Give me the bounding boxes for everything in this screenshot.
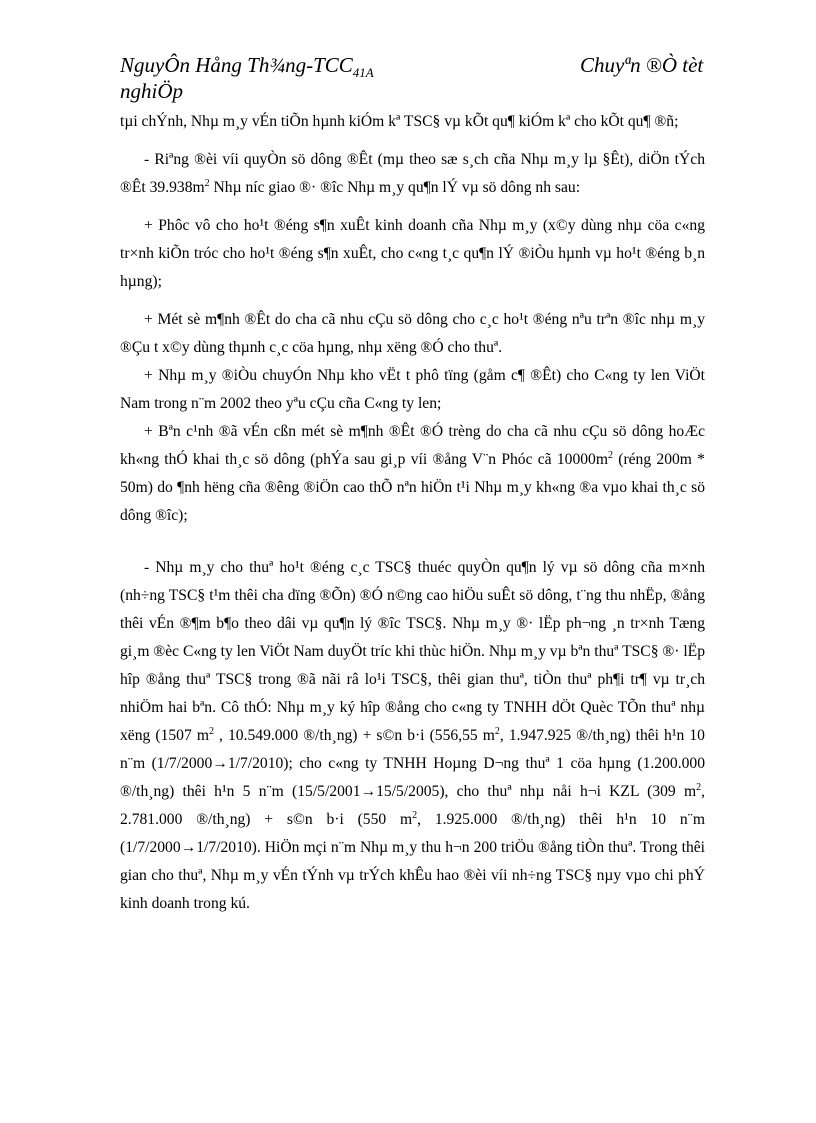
header-topic-continued: nghiÖp <box>120 79 183 103</box>
paragraph-2: - Riªng ®èi víi quyÒn sö dông ®Êt (mµ theo sæ s¸ch cña Nhµ m¸y lµ §Êt), diÖn tÝch ®Êt $39.938m^2$ Nhµ níc giao ®· ®îc Nhµ m¸y qu¶n lÝ vµ sö dông nh sau: <box>120 151 705 196</box>
arrow-symbol: → <box>360 783 377 800</box>
paragraph-3: + Phôc vô cho ho¹t ®éng s¶n xuÊt kinh doanh cña Nhµ m¸y (x©y dùng nhµ cöa c«ng tr×nh kiÕn tróc cho ho¹t ®éng s¶n xuÊt, cho c«ng t¸c qu¶n lÝ ®iÒu hµnh vµ ho¹t ®éng b¸n hµng); <box>120 217 705 290</box>
paragraph-5: + Nhµ m¸y ®iÒu chuyÓn Nhµ kho vËt t phô tïng (gåm c¶ ®Êt) cho C«ng ty len ViÖt Nam trong n¨m 2002 theo yªu cÇu cña C«ng ty len; <box>120 367 705 412</box>
header-author-subscript: 41A <box>352 65 374 81</box>
header-author: NguyÔn Hång Th¾ng-$TCC_{41A}$ <box>120 53 374 81</box>
paragraph-1: tµi chÝnh, Nhµ m¸y vÉn tiÕn hµnh kiÓm kª TSC§ vµ kÕt qu¶ kiÓm kª cho kÕt qu¶ ®ñ; <box>120 113 679 130</box>
arrow-symbol: → <box>212 755 228 772</box>
body-text <box>120 108 705 918</box>
paragraph-6: + Bªn c¹nh ®ã vÉn cßn mét sè m¶nh ®Êt ®Ó trèng do cha cã nhu cÇu sö dông hoÆc kh«ng thÓ khai th¸c sö dông (phÝa sau gi¸p víi ®ång V¨n Phóc cã $10000m^2$ (réng 200m * 50m) do ¶nh hëng cña ®êng ®iÖn cao thÕ nªn hiÖn t¹i Nhµ m¸y kh«ng ®a vµo khai th¸c sö dông ®îc); <box>120 423 705 524</box>
header-topic: Chuyªn ®Ò tèt <box>580 53 704 77</box>
arrow-symbol: → <box>180 839 197 856</box>
paragraph-7: - Nhµ m¸y cho thuª ho¹t ®éng c¸c TSC§ thuéc quyÒn qu¶n lý vµ sö dông cña m×nh (nh÷ng TSC§ t¹m thêi cha dïng ®Õn) ®Ó n©ng cao hiÖu suÊt sö dông, t¨ng thu nhËp, ®ång thêi vÉn ®¶m b¶o theo dâi vµ qu¶n lý ®îc TSC§. Nhµ m¸y ®· lËp ph¬ng ¸n tr×nh Tæng gi¸m ®èc C«ng ty len ViÖt Nam duyÖt tríc khi thùc hiÖn. Nhµ m¸y vµ bªn thuª TSC§ ®· lËp hîp ®ång thuª TSC§ trong ®ã nãi râ lo¹i TSC§, thêi gian thuª, tiÒn thuª ph¶i tr¶ vµ tr¸ch nhiÖm hai bªn. Cô thÓ: Nhµ m¸y ký hîp ®ång cho c«ng ty TNHH dÖt Quèc TÕn thuª nhµ xëng (1507 $m^2$ , 10.549.000 ®/th¸ng) + s©n b·i (556,55 $m^2$, 1.947.925 ®/th¸ng) thêi h¹n 10 n¨m (1/7/2000→1/7/2010); cho c«ng ty TNHH Hoµng D¬ng thuª 1 cöa hµng (1.200.000 ®/th¸ng) thêi h¹n 5 n¨m (15/5/2001→15/5/2005), cho thuª nhµ nåi h¬i KZL (309 $m^2$, 2.781.000 ®/th¸ng) + s©n b·i (550 $m^2$, 1.925.000 ®/th¸ng) thêi h¹n 10 n¨m (1/7/2000→1/7/2010). HiÖn mçi n¨m Nhµ m¸y thu h¬n 200 triÖu ®ång tiÒn thuª. Trong thêi gian cho thuª, Nhµ m¸y vÉn tÝnh vµ trÝch khÊu hao ®èi víi nh÷ng TSC§ nµy vµo chi phÝ kinh doanh trong kú. <box>120 559 706 912</box>
paragraph-4: + Mét sè m¶nh ®Êt do cha cã nhu cÇu sö dông cho c¸c ho¹t ®éng nªu trªn ®îc nhµ m¸y ®Çu t x©y dùng thµnh c¸c cöa hµng, nhµ xëng ®Ó cho thuª. <box>120 311 705 356</box>
